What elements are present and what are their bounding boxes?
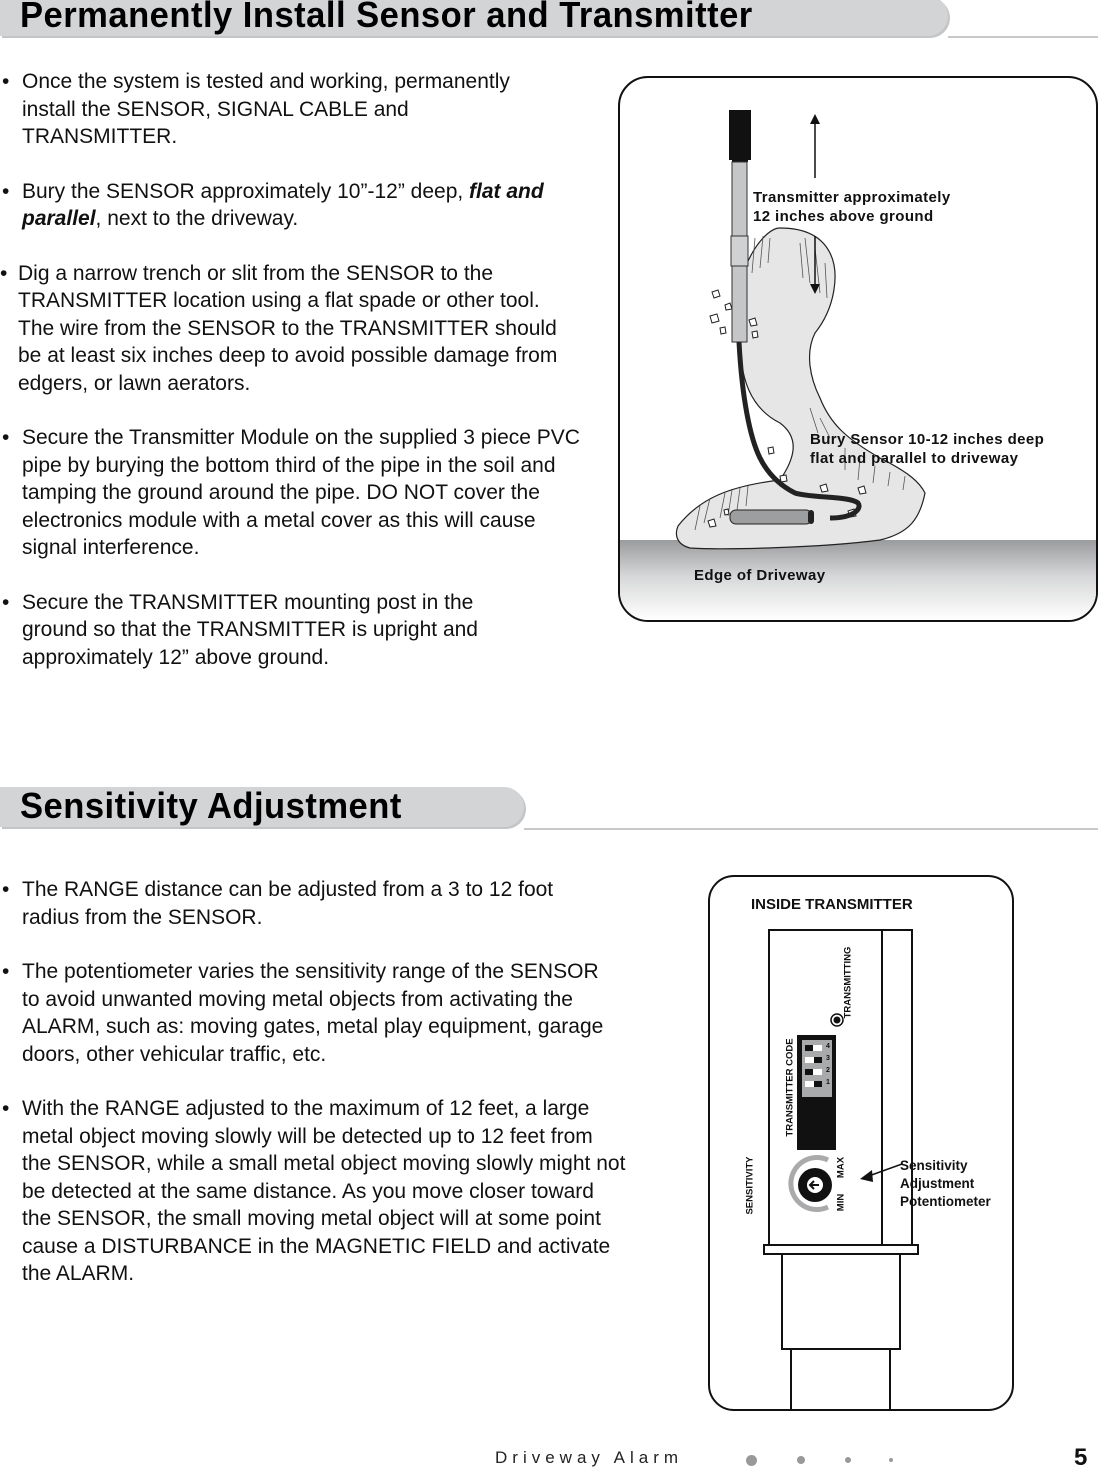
section-header-sensitivity (0, 787, 1098, 827)
emphasis-text: flat and parallel (22, 179, 544, 230)
install-illustration (620, 78, 1096, 620)
section-title: Sensitivity Adjustment (20, 785, 402, 826)
bullet-item: • With the RANGE adjusted to the maximum of 12 feet, a large metal object moving slowly will be detected up to 12 feet from the SENSOR, while a small metal object moving slowly might not be detected at the same distance. As you move closer toward the SENSOR, the small moving metal object will at some point cause a DISTURBANCE in the MAGNETIC FIELD and activate the ALARM. (2, 1097, 626, 1285)
bullet-item: • Dig a narrow trench or slit from the SENSOR to the TRANSMITTER location using a flat spade or other tool. The wire from the SENSOR to the TRANSMITTER should be at least six inches deep to avoid possible damage from edgers, or lawn aerators. (0, 261, 558, 395)
install-instructions (0, 68, 600, 698)
section-header-install (0, 0, 1098, 36)
figure-title: INSIDE TRANSMITTER (751, 896, 913, 913)
driveway-edge-label: Edge of Driveway (694, 567, 826, 584)
transmitter-code-label: TRANSMITTER CODE (784, 1038, 796, 1137)
page-number: 5 (1074, 1444, 1088, 1471)
potentiometer-callout: Sensitivity Adjustment Potentiometer (900, 1158, 991, 1209)
bullet-item: • The potentiometer varies the sensitivity range of the SENSOR to avoid unwanted moving metal objects from activating the ALARM, such as: moving gates, metal play equipment, garage doors, other vehicular traffic, etc. (2, 960, 604, 1066)
section-rule (524, 828, 1098, 830)
bullet-item: • Secure the TRANSMITTER mounting post in the ground so that the TRANSMITTER is upright and approximately 12” above ground. (2, 590, 478, 669)
sensitivity-label: SENSITIVITY (744, 1156, 756, 1215)
max-label: MAX (835, 1156, 847, 1179)
footer-dot (746, 1455, 757, 1466)
transmitter-diagram (708, 875, 1014, 1411)
sensor-depth-label: Bury Sensor 10-12 inches deep flat and parallel to driveway (810, 431, 1045, 467)
install-diagram (618, 76, 1098, 622)
dip-switch-numbers: 4 3 2 1 (826, 1043, 830, 1086)
footer-dot (845, 1457, 851, 1463)
footer-dot (889, 1458, 893, 1462)
min-label: MIN (835, 1193, 847, 1212)
section-rule (948, 36, 1098, 38)
bullet-item: • Once the system is tested and working, permanently install the SENSOR, SIGNAL CABLE and TRANSMITTER. (2, 70, 510, 148)
bullet-item: • Bury the SENSOR approximately 10”-12” deep, flat and parallel, next to the driveway. (2, 179, 544, 230)
sensitivity-instructions (0, 876, 625, 1315)
transmitting-led-label: TRANSMITTING (842, 946, 854, 1019)
transmitter-height-label: Transmitter approximately 12 inches above ground (753, 189, 951, 225)
footer-title: Driveway Alarm (495, 1448, 684, 1467)
transmitter-illustration (710, 877, 1012, 1409)
bullet-item: • The RANGE distance can be adjusted from a 3 to 12 foot radius from the SENSOR. (2, 878, 554, 929)
bullet-item: • Secure the Transmitter Module on the supplied 3 piece PVC pipe by burying the bottom third of the pipe in the soil and tamping the ground around the pipe. DO NOT cover the electronics module with a metal cover as this will cause signal interference. (2, 426, 580, 559)
section-title: Permanently Install Sensor and Transmitter (20, 0, 753, 35)
footer-dot (797, 1456, 805, 1464)
